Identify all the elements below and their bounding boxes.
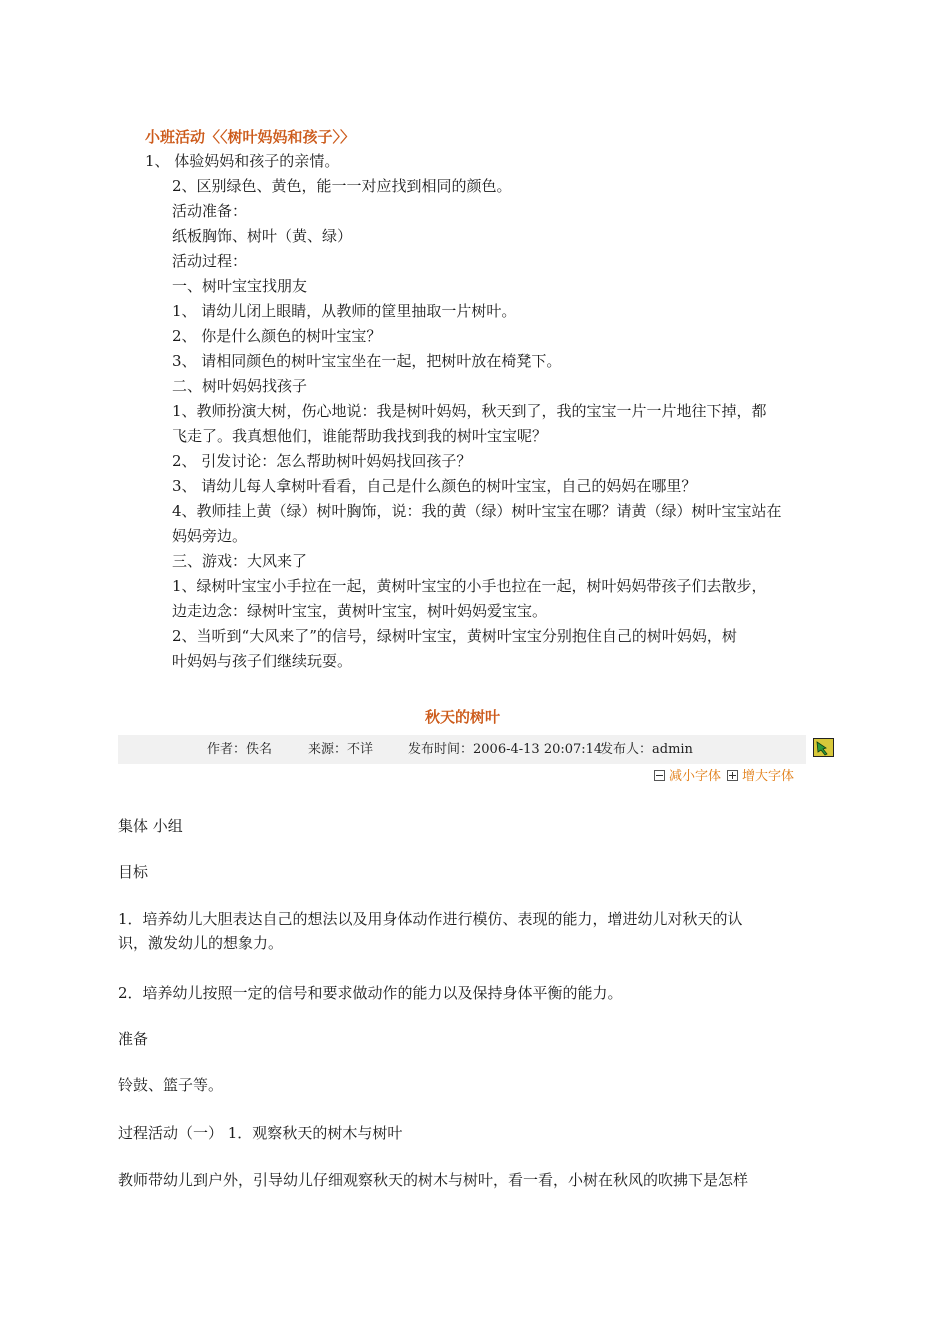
body-paragraph: 教师带幼儿到户外，引导幼儿仔细观察秋天的树木与树叶，看一看，小树在秋风的吹拂下是怎样 [118,1171,749,1189]
activity-line: 叶妈妈与孩子们继续玩耍。 [172,652,353,670]
meta-publisher: 发布人：admin [600,742,693,757]
activity-line: 1、教师扮演大树，伤心地说：我是树叶妈妈，秋天到了，我的宝宝一片一片地往下掉，都 [172,402,767,420]
activity-line: 活动准备： [172,202,248,220]
activity-line: 4、教师挂上黄（绿）树叶胸饰，说：我的黄（绿）树叶宝宝在哪？请黄（绿）树叶宝宝站在 [172,502,782,520]
activity-line: 一、树叶宝宝找朋友 [172,277,308,295]
body-paragraph: 准备 [118,1030,149,1048]
activity-line: 三、游戏：大风来了 [172,552,308,570]
activity-line: 2、区别绿色、黄色，能一一对应找到相同的颜色。 [172,177,512,195]
activity-line: 2、当听到“大风来了”的信号，绿树叶宝宝，黄树叶宝宝分别抱住自己的树叶妈妈，树 [172,627,737,645]
meta-published: 发布时间：2006-4-13 20:07:14 [408,742,603,757]
plus-box-icon[interactable] [727,770,738,781]
body-paragraph: 过程活动（一） 1．观察秋天的树木与树叶 [118,1124,403,1142]
body-paragraph: 2．培养幼儿按照一定的信号和要求做动作的能力以及保持身体平衡的能力。 [118,984,623,1002]
body-paragraph: 1．培养幼儿大胆表达自己的想法以及用身体动作进行模仿、表现的能力，增进幼儿对秋天的认 [118,910,743,928]
meta-source: 来源：不详 [308,742,374,757]
activity-line: 2、 你是什么颜色的树叶宝宝？ [172,327,382,345]
increase-font-link[interactable]: 增大字体 [742,769,795,784]
article-meta-bar [118,735,806,764]
body-paragraph: 目标 [118,863,149,881]
activity-line: 飞走了。我真想他们，谁能帮助我找到我的树叶宝宝呢？ [172,427,548,445]
activity-line: 3、 请相同颜色的树叶宝宝坐在一起，把树叶放在椅凳下。 [172,352,562,370]
font-size-controls [654,768,800,786]
activity-line: 二、树叶妈妈找孩子 [172,377,308,395]
body-paragraph: 集体 小组 [118,817,183,835]
body-paragraph: 铃鼓、篮子等。 [118,1076,224,1094]
article-title: 秋天的树叶 [424,708,500,726]
activity-line: 活动过程： [172,252,248,270]
activity-line: 纸板胸饰、树叶（黄、绿） [172,227,353,245]
body-paragraph: 识，激发幼儿的想象力。 [118,934,284,952]
activity-line: 2、 引发讨论：怎么帮助树叶妈妈找回孩子？ [172,452,472,470]
activity-line: 3、 请幼儿每人拿树叶看看，自己是什么颜色的树叶宝宝，自己的妈妈在哪里？ [172,477,697,495]
decrease-font-link[interactable]: 减小字体 [669,769,722,784]
meta-author: 作者：佚名 [207,742,273,757]
activity-line: 边走边念：绿树叶宝宝，黄树叶宝宝，树叶妈妈爱宝宝。 [172,602,548,620]
activity-title: 小班活动〈〈树叶妈妈和孩子〉〉 [145,128,356,146]
minus-box-icon[interactable] [654,770,665,781]
send-arrow-icon[interactable] [813,738,834,757]
activity-line: 1、 体验妈妈和孩子的亲情。 [145,152,340,170]
activity-line: 妈妈旁边。 [172,527,248,545]
activity-line: 1、绿树叶宝宝小手拉在一起，黄树叶宝宝的小手也拉在一起，树叶妈妈带孩子们去散步， [172,577,767,595]
activity-line: 1、 请幼儿闭上眼睛，从教师的筐里抽取一片树叶。 [172,302,517,320]
